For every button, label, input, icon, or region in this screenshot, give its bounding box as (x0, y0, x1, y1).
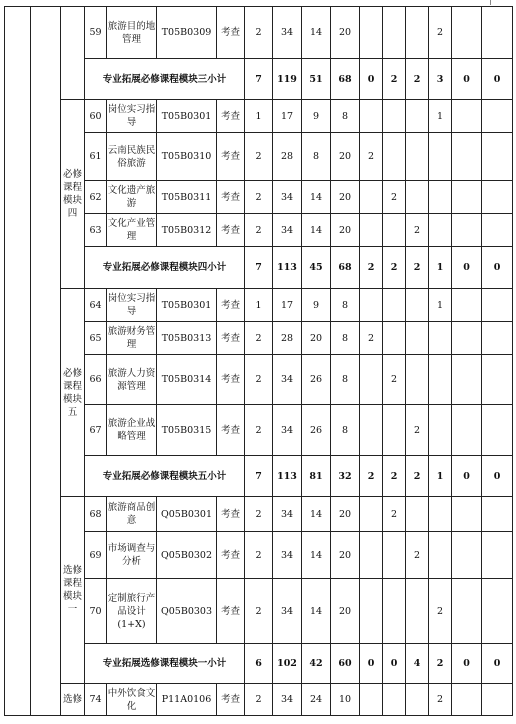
theory-hours: 26 (302, 355, 331, 405)
total-hours: 34 (273, 405, 302, 456)
exam-type: 考查 (217, 684, 245, 716)
semester-1 (360, 7, 383, 59)
credits: 2 (245, 355, 273, 405)
table-row (5, 497, 513, 532)
theory-hours: 9 (302, 289, 331, 322)
module-label (61, 7, 85, 100)
exam-type: 考查 (217, 7, 245, 59)
course-name: 旅游财务管理 (107, 322, 157, 355)
semester-3 (406, 497, 429, 532)
semester-3 (406, 100, 429, 133)
semester-1: 2 (360, 133, 383, 181)
module-label: 必修课程模块四 (61, 100, 85, 289)
subtotal-semester-3: 2 (406, 59, 429, 100)
total-hours: 34 (273, 7, 302, 59)
semester-2: 2 (383, 181, 406, 214)
exam-type: 考查 (217, 355, 245, 405)
subtotal-semester-3: 2 (406, 456, 429, 497)
semester-4 (429, 532, 452, 579)
credits: 2 (245, 497, 273, 532)
outer-column-1 (5, 7, 31, 716)
practice-hours: 20 (331, 579, 360, 644)
subtotal-semester-5: 0 (452, 247, 482, 289)
credits: 2 (245, 532, 273, 579)
semester-2 (383, 532, 406, 579)
total-hours: 34 (273, 684, 302, 716)
semester-2 (383, 322, 406, 355)
course-code: Q05B0303 (157, 579, 217, 644)
total-hours: 28 (273, 322, 302, 355)
exam-type: 考查 (217, 532, 245, 579)
total-hours: 34 (273, 579, 302, 644)
subtotal-label: 专业拓展必修课程模块五小计 (85, 456, 245, 497)
semester-5 (452, 289, 482, 322)
credits: 2 (245, 579, 273, 644)
exam-type: 考查 (217, 405, 245, 456)
course-name: 岗位实习指导 (107, 100, 157, 133)
total-hours: 34 (273, 355, 302, 405)
subtotal-semester-5: 0 (452, 59, 482, 100)
subtotal-semester-3: 4 (406, 644, 429, 684)
practice-hours: 10 (331, 684, 360, 716)
course-no: 70 (85, 579, 107, 644)
subtotal-practice-hours: 68 (331, 59, 360, 100)
course-no: 69 (85, 532, 107, 579)
total-hours: 28 (273, 133, 302, 181)
semester-6 (482, 684, 513, 716)
subtotal-total-hours: 113 (273, 456, 302, 497)
semester-4: 2 (429, 579, 452, 644)
credits: 1 (245, 289, 273, 322)
semester-3 (406, 684, 429, 716)
theory-hours: 14 (302, 579, 331, 644)
course-no: 67 (85, 405, 107, 456)
semester-2 (383, 7, 406, 59)
subtotal-semester-2: 2 (383, 59, 406, 100)
subtotal-semester-1: 2 (360, 247, 383, 289)
course-code: T05B0310 (157, 133, 217, 181)
semester-1 (360, 579, 383, 644)
course-code: T05B0315 (157, 405, 217, 456)
course-no: 74 (85, 684, 107, 716)
course-name: 文化遗产旅游 (107, 181, 157, 214)
semester-4: 1 (429, 289, 452, 322)
subtotal-semester-4: 1 (429, 247, 452, 289)
semester-6 (482, 405, 513, 456)
semester-5 (452, 355, 482, 405)
semester-3: 2 (406, 532, 429, 579)
exam-type: 考查 (217, 289, 245, 322)
subtotal-total-hours: 102 (273, 644, 302, 684)
semester-6 (482, 532, 513, 579)
semester-2 (383, 289, 406, 322)
course-no: 62 (85, 181, 107, 214)
semester-5 (452, 532, 482, 579)
semester-4: 2 (429, 7, 452, 59)
module-label: 选修课程模块一 (61, 497, 85, 684)
course-no: 68 (85, 497, 107, 532)
semester-6 (482, 133, 513, 181)
practice-hours: 20 (331, 214, 360, 247)
table-row (5, 100, 513, 133)
semester-2: 2 (383, 497, 406, 532)
course-no: 59 (85, 7, 107, 59)
subtotal-label: 专业拓展必修课程模块三小计 (85, 59, 245, 100)
semester-6 (482, 289, 513, 322)
credits: 2 (245, 181, 273, 214)
semester-4: 2 (429, 684, 452, 716)
total-hours: 17 (273, 289, 302, 322)
credits: 2 (245, 322, 273, 355)
course-name: 云南民族民俗旅游 (107, 133, 157, 181)
semester-1 (360, 532, 383, 579)
semester-5 (452, 322, 482, 355)
subtotal-practice-hours: 60 (331, 644, 360, 684)
course-code: Q05B0301 (157, 497, 217, 532)
subtotal-semester-1: 0 (360, 644, 383, 684)
semester-6 (482, 497, 513, 532)
practice-hours: 20 (331, 133, 360, 181)
theory-hours: 20 (302, 322, 331, 355)
semester-4 (429, 355, 452, 405)
semester-4: 1 (429, 100, 452, 133)
practice-hours: 20 (331, 497, 360, 532)
total-hours: 34 (273, 497, 302, 532)
subtotal-semester-2: 0 (383, 644, 406, 684)
semester-6 (482, 7, 513, 59)
course-name: 文化产业管理 (107, 214, 157, 247)
semester-4 (429, 181, 452, 214)
subtotal-theory-hours: 51 (302, 59, 331, 100)
semester-5 (452, 684, 482, 716)
subtotal-semester-3: 2 (406, 247, 429, 289)
semester-3 (406, 181, 429, 214)
total-hours: 34 (273, 181, 302, 214)
course-code: T05B0312 (157, 214, 217, 247)
page-edge-mark (490, 0, 491, 5)
subtotal-total-hours: 113 (273, 247, 302, 289)
theory-hours: 14 (302, 497, 331, 532)
subtotal-theory-hours: 45 (302, 247, 331, 289)
semester-6 (482, 100, 513, 133)
subtotal-semester-5: 0 (452, 456, 482, 497)
subtotal-practice-hours: 32 (331, 456, 360, 497)
theory-hours: 9 (302, 100, 331, 133)
table-row (5, 7, 513, 59)
semester-3 (406, 289, 429, 322)
course-code: T05B0313 (157, 322, 217, 355)
semester-2 (383, 133, 406, 181)
total-hours: 34 (273, 532, 302, 579)
course-code: T05B0309 (157, 7, 217, 59)
semester-6 (482, 579, 513, 644)
practice-hours: 8 (331, 405, 360, 456)
semester-5 (452, 181, 482, 214)
course-no: 65 (85, 322, 107, 355)
semester-5 (452, 497, 482, 532)
subtotal-theory-hours: 81 (302, 456, 331, 497)
table-row (5, 684, 513, 716)
course-name: 旅游目的地管理 (107, 7, 157, 59)
course-code: T05B0314 (157, 355, 217, 405)
subtotal-semester-6: 0 (482, 247, 513, 289)
exam-type: 考查 (217, 497, 245, 532)
semester-4 (429, 133, 452, 181)
theory-hours: 24 (302, 684, 331, 716)
credits: 2 (245, 684, 273, 716)
semester-5 (452, 7, 482, 59)
module-label: 选修 (61, 684, 85, 716)
semester-3 (406, 355, 429, 405)
semester-1 (360, 684, 383, 716)
course-name: 中外饮食文化 (107, 684, 157, 716)
practice-hours: 8 (331, 289, 360, 322)
subtotal-semester-6: 0 (482, 644, 513, 684)
course-code: Q05B0302 (157, 532, 217, 579)
theory-hours: 14 (302, 214, 331, 247)
course-name: 市场调查与分析 (107, 532, 157, 579)
semester-6 (482, 322, 513, 355)
semester-3: 2 (406, 405, 429, 456)
semester-3 (406, 579, 429, 644)
exam-type: 考查 (217, 214, 245, 247)
subtotal-semester-4: 3 (429, 59, 452, 100)
semester-1: 2 (360, 322, 383, 355)
practice-hours: 20 (331, 7, 360, 59)
semester-3 (406, 322, 429, 355)
course-name: 旅游商品创意 (107, 497, 157, 532)
exam-type: 考查 (217, 100, 245, 133)
exam-type: 考查 (217, 181, 245, 214)
course-name: 定制旅行产品设计(1+X) (107, 579, 157, 644)
subtotal-semester-5: 0 (452, 644, 482, 684)
course-code: T05B0301 (157, 100, 217, 133)
exam-type: 考查 (217, 133, 245, 181)
total-hours: 34 (273, 214, 302, 247)
credits: 2 (245, 7, 273, 59)
semester-2 (383, 214, 406, 247)
theory-hours: 14 (302, 532, 331, 579)
semester-5 (452, 100, 482, 133)
theory-hours: 8 (302, 133, 331, 181)
credits: 2 (245, 133, 273, 181)
subtotal-credits: 6 (245, 644, 273, 684)
subtotal-semester-6: 0 (482, 59, 513, 100)
course-code: P11A0106 (157, 684, 217, 716)
course-no: 66 (85, 355, 107, 405)
semester-5 (452, 133, 482, 181)
module-label: 必修课程模块五 (61, 289, 85, 497)
semester-1 (360, 289, 383, 322)
semester-1 (360, 214, 383, 247)
semester-4 (429, 322, 452, 355)
theory-hours: 14 (302, 7, 331, 59)
subtotal-label: 专业拓展选修课程模块一小计 (85, 644, 245, 684)
theory-hours: 26 (302, 405, 331, 456)
course-no: 64 (85, 289, 107, 322)
semester-5 (452, 214, 482, 247)
semester-1 (360, 100, 383, 133)
semester-2 (383, 405, 406, 456)
credits: 2 (245, 214, 273, 247)
practice-hours: 8 (331, 322, 360, 355)
semester-2: 2 (383, 355, 406, 405)
subtotal-semester-4: 1 (429, 456, 452, 497)
subtotal-theory-hours: 42 (302, 644, 331, 684)
semester-1 (360, 497, 383, 532)
subtotal-semester-2: 2 (383, 247, 406, 289)
subtotal-total-hours: 119 (273, 59, 302, 100)
theory-hours: 14 (302, 181, 331, 214)
outer-column-2 (31, 7, 61, 716)
semester-4 (429, 497, 452, 532)
course-code: T05B0311 (157, 181, 217, 214)
semester-3 (406, 7, 429, 59)
subtotal-credits: 7 (245, 59, 273, 100)
subtotal-credits: 7 (245, 456, 273, 497)
semester-6 (482, 355, 513, 405)
semester-5 (452, 405, 482, 456)
practice-hours: 8 (331, 100, 360, 133)
exam-type: 考查 (217, 579, 245, 644)
course-no: 60 (85, 100, 107, 133)
semester-1 (360, 405, 383, 456)
semester-1 (360, 181, 383, 214)
semester-6 (482, 181, 513, 214)
subtotal-semester-4: 2 (429, 644, 452, 684)
subtotal-label: 专业拓展必修课程模块四小计 (85, 247, 245, 289)
credits: 1 (245, 100, 273, 133)
semester-2 (383, 684, 406, 716)
semester-4 (429, 405, 452, 456)
course-name: 旅游人力资源管理 (107, 355, 157, 405)
course-name: 岗位实习指导 (107, 289, 157, 322)
subtotal-semester-2: 2 (383, 456, 406, 497)
semester-5 (452, 579, 482, 644)
practice-hours: 20 (331, 532, 360, 579)
semester-2 (383, 100, 406, 133)
subtotal-practice-hours: 68 (331, 247, 360, 289)
practice-hours: 20 (331, 181, 360, 214)
semester-3 (406, 133, 429, 181)
subtotal-semester-1: 2 (360, 456, 383, 497)
exam-type: 考查 (217, 322, 245, 355)
subtotal-semester-6: 0 (482, 456, 513, 497)
subtotal-credits: 7 (245, 247, 273, 289)
practice-hours: 8 (331, 355, 360, 405)
course-no: 63 (85, 214, 107, 247)
semester-1 (360, 355, 383, 405)
total-hours: 17 (273, 100, 302, 133)
course-name: 旅游企业战略管理 (107, 405, 157, 456)
credits: 2 (245, 405, 273, 456)
semester-3: 2 (406, 214, 429, 247)
table-row (5, 289, 513, 322)
course-no: 61 (85, 133, 107, 181)
curriculum-table (4, 6, 513, 716)
course-code: T05B0301 (157, 289, 217, 322)
semester-6 (482, 214, 513, 247)
subtotal-semester-1: 0 (360, 59, 383, 100)
semester-4 (429, 214, 452, 247)
semester-2 (383, 579, 406, 644)
